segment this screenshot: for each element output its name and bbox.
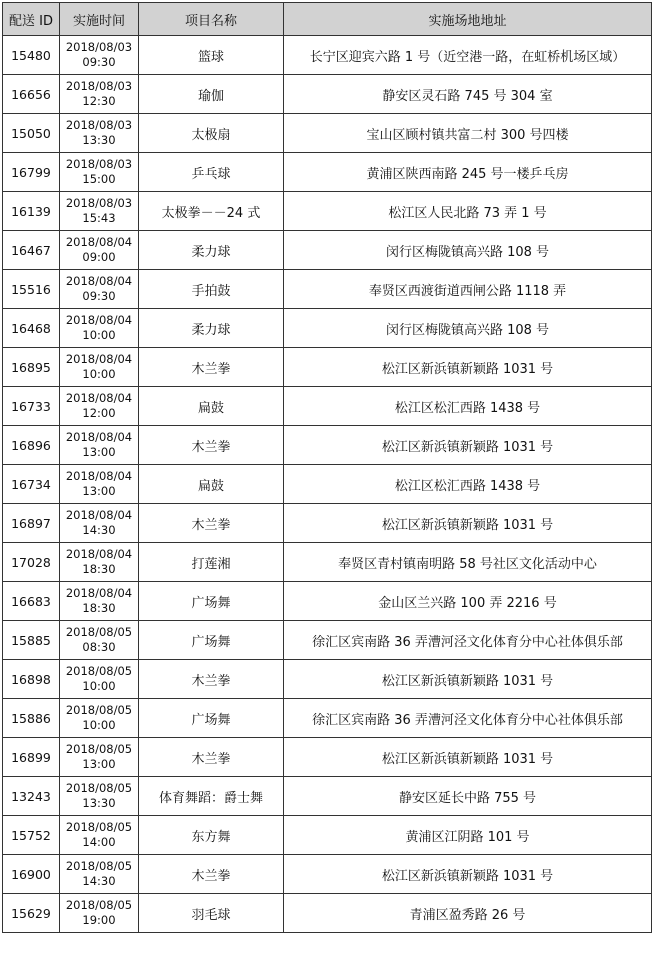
cell-delivery-id: 16656	[3, 75, 60, 114]
cell-delivery-id: 15752	[3, 816, 60, 855]
cell-clock: 09:30	[82, 55, 116, 69]
cell-delivery-id: 15629	[3, 894, 60, 933]
cell-time	[60, 270, 139, 309]
column-header-name: 项目名称	[139, 3, 284, 36]
cell-project-name: 手拍鼓	[139, 270, 284, 309]
cell-project-name: 木兰拳	[139, 660, 284, 699]
cell-date: 2018/08/05	[65, 820, 133, 834]
cell-delivery-id: 16683	[3, 582, 60, 621]
cell-date: 2018/08/04	[65, 430, 133, 444]
table-row	[3, 777, 652, 816]
table-row	[3, 855, 652, 894]
cell-clock: 14:30	[82, 523, 116, 537]
cell-project-name: 打莲湘	[139, 543, 284, 582]
table-row	[3, 426, 652, 465]
cell-date: 2018/08/05	[65, 742, 133, 756]
cell-delivery-id: 16898	[3, 660, 60, 699]
cell-delivery-id: 16799	[3, 153, 60, 192]
cell-date: 2018/08/05	[65, 664, 133, 678]
cell-address: 松江区新浜镇新颖路 1031 号	[284, 504, 652, 543]
cell-clock: 12:30	[82, 94, 116, 108]
cell-address: 徐汇区宾南路 36 弄漕河泾文化体育分中心社体俱乐部	[284, 621, 652, 660]
cell-date: 2018/08/05	[65, 625, 133, 639]
cell-address: 长宁区迎宾六路 1 号（近空港一路，在虹桥机场区域）	[284, 36, 652, 75]
cell-delivery-id: 16467	[3, 231, 60, 270]
cell-date: 2018/08/04	[65, 547, 133, 561]
cell-clock: 14:30	[82, 874, 116, 888]
cell-date: 2018/08/05	[65, 703, 133, 717]
cell-date: 2018/08/04	[65, 235, 133, 249]
column-header-time: 实施时间	[60, 3, 139, 36]
cell-time	[60, 855, 139, 894]
table-row	[3, 543, 652, 582]
cell-clock: 12:00	[82, 406, 116, 420]
cell-time	[60, 153, 139, 192]
table-row	[3, 231, 652, 270]
table-row	[3, 348, 652, 387]
cell-time	[60, 192, 139, 231]
cell-date: 2018/08/03	[65, 196, 133, 210]
cell-project-name: 木兰拳	[139, 426, 284, 465]
cell-time	[60, 894, 139, 933]
cell-address: 金山区兰兴路 100 弄 2216 号	[284, 582, 652, 621]
cell-clock: 13:30	[82, 133, 116, 147]
column-header-address: 实施场地地址	[284, 3, 652, 36]
cell-delivery-id: 17028	[3, 543, 60, 582]
cell-clock: 18:30	[82, 601, 116, 615]
cell-date: 2018/08/03	[65, 157, 133, 171]
table-row	[3, 114, 652, 153]
cell-project-name: 篮球	[139, 36, 284, 75]
cell-time	[60, 777, 139, 816]
cell-time	[60, 114, 139, 153]
cell-date: 2018/08/04	[65, 313, 133, 327]
cell-address: 静安区延长中路 755 号	[284, 777, 652, 816]
cell-time	[60, 348, 139, 387]
cell-delivery-id: 15480	[3, 36, 60, 75]
cell-time	[60, 543, 139, 582]
cell-address: 宝山区顾村镇共富二村 300 号四楼	[284, 114, 652, 153]
table-row	[3, 738, 652, 777]
cell-project-name: 太极扇	[139, 114, 284, 153]
table-row	[3, 465, 652, 504]
cell-address: 黄浦区江阴路 101 号	[284, 816, 652, 855]
cell-delivery-id: 13243	[3, 777, 60, 816]
cell-clock: 08:30	[82, 640, 116, 654]
cell-address: 静安区灵石路 745 号 304 室	[284, 75, 652, 114]
cell-clock: 13:00	[82, 445, 116, 459]
cell-address: 黄浦区陕西南路 245 号一楼乒乓房	[284, 153, 652, 192]
cell-time	[60, 504, 139, 543]
cell-address: 徐汇区宾南路 36 弄漕河泾文化体育分中心社体俱乐部	[284, 699, 652, 738]
schedule-table	[2, 2, 652, 933]
cell-project-name: 瑜伽	[139, 75, 284, 114]
cell-clock: 19:00	[82, 913, 116, 927]
cell-project-name: 羽毛球	[139, 894, 284, 933]
cell-project-name: 广场舞	[139, 699, 284, 738]
table-row	[3, 153, 652, 192]
cell-delivery-id: 16896	[3, 426, 60, 465]
cell-project-name: 广场舞	[139, 621, 284, 660]
cell-address: 松江区新浜镇新颖路 1031 号	[284, 738, 652, 777]
cell-project-name: 木兰拳	[139, 504, 284, 543]
cell-project-name: 广场舞	[139, 582, 284, 621]
cell-delivery-id: 16897	[3, 504, 60, 543]
table-row	[3, 36, 652, 75]
cell-time	[60, 699, 139, 738]
cell-time	[60, 621, 139, 660]
cell-address: 闵行区梅陇镇高兴路 108 号	[284, 309, 652, 348]
cell-delivery-id: 16139	[3, 192, 60, 231]
cell-date: 2018/08/04	[65, 508, 133, 522]
cell-project-name: 木兰拳	[139, 348, 284, 387]
cell-project-name: 柔力球	[139, 309, 284, 348]
cell-time	[60, 582, 139, 621]
cell-date: 2018/08/04	[65, 274, 133, 288]
cell-delivery-id: 15885	[3, 621, 60, 660]
cell-time	[60, 231, 139, 270]
cell-address: 松江区新浜镇新颖路 1031 号	[284, 426, 652, 465]
cell-clock: 14:00	[82, 835, 116, 849]
cell-project-name: 太极拳－－24 式	[139, 192, 284, 231]
table-row	[3, 699, 652, 738]
cell-time	[60, 36, 139, 75]
table-row	[3, 816, 652, 855]
table-row	[3, 582, 652, 621]
table-row	[3, 660, 652, 699]
table-row	[3, 270, 652, 309]
cell-clock: 10:00	[82, 367, 116, 381]
cell-time	[60, 387, 139, 426]
cell-date: 2018/08/03	[65, 79, 133, 93]
cell-address: 奉贤区西渡街道西闸公路 1118 弄	[284, 270, 652, 309]
cell-date: 2018/08/03	[65, 40, 133, 54]
cell-project-name: 扁鼓	[139, 387, 284, 426]
cell-clock: 10:00	[82, 679, 116, 693]
cell-address: 松江区松汇西路 1438 号	[284, 465, 652, 504]
table-header-row	[3, 3, 652, 36]
cell-delivery-id: 15886	[3, 699, 60, 738]
column-header-id: 配送 ID	[3, 3, 60, 36]
table-body	[3, 36, 652, 933]
cell-clock: 18:30	[82, 562, 116, 576]
table-row	[3, 75, 652, 114]
cell-date: 2018/08/04	[65, 469, 133, 483]
cell-delivery-id: 16900	[3, 855, 60, 894]
cell-delivery-id: 15050	[3, 114, 60, 153]
cell-date: 2018/08/04	[65, 391, 133, 405]
cell-address: 松江区松汇西路 1438 号	[284, 387, 652, 426]
cell-delivery-id: 16895	[3, 348, 60, 387]
cell-address: 松江区新浜镇新颖路 1031 号	[284, 660, 652, 699]
cell-address: 闵行区梅陇镇高兴路 108 号	[284, 231, 652, 270]
cell-address: 奉贤区青村镇南明路 58 号社区文化活动中心	[284, 543, 652, 582]
cell-date: 2018/08/05	[65, 898, 133, 912]
cell-project-name: 东方舞	[139, 816, 284, 855]
cell-clock: 15:00	[82, 172, 116, 186]
cell-address: 松江区新浜镇新颖路 1031 号	[284, 855, 652, 894]
cell-time	[60, 75, 139, 114]
cell-address: 松江区人民北路 73 弄 1 号	[284, 192, 652, 231]
cell-time	[60, 309, 139, 348]
table-row	[3, 192, 652, 231]
table-row	[3, 387, 652, 426]
cell-delivery-id: 16733	[3, 387, 60, 426]
cell-clock: 09:30	[82, 289, 116, 303]
cell-time	[60, 465, 139, 504]
cell-delivery-id: 16468	[3, 309, 60, 348]
cell-project-name: 木兰拳	[139, 738, 284, 777]
cell-clock: 13:30	[82, 796, 116, 810]
table-row	[3, 621, 652, 660]
cell-clock: 09:00	[82, 250, 116, 264]
cell-clock: 10:00	[82, 718, 116, 732]
cell-project-name: 体育舞蹈：爵士舞	[139, 777, 284, 816]
cell-time	[60, 660, 139, 699]
table-row	[3, 504, 652, 543]
cell-time	[60, 738, 139, 777]
cell-clock: 13:00	[82, 757, 116, 771]
cell-delivery-id: 15516	[3, 270, 60, 309]
cell-project-name: 木兰拳	[139, 855, 284, 894]
cell-date: 2018/08/05	[65, 859, 133, 873]
cell-date: 2018/08/04	[65, 586, 133, 600]
cell-time	[60, 426, 139, 465]
cell-delivery-id: 16734	[3, 465, 60, 504]
cell-delivery-id: 16899	[3, 738, 60, 777]
table-row	[3, 894, 652, 933]
cell-project-name: 乒乓球	[139, 153, 284, 192]
cell-clock: 10:00	[82, 328, 116, 342]
cell-date: 2018/08/03	[65, 118, 133, 132]
cell-project-name: 柔力球	[139, 231, 284, 270]
cell-time	[60, 816, 139, 855]
table-row	[3, 309, 652, 348]
cell-project-name: 扁鼓	[139, 465, 284, 504]
cell-address: 松江区新浜镇新颖路 1031 号	[284, 348, 652, 387]
cell-date: 2018/08/05	[65, 781, 133, 795]
cell-address: 青浦区盈秀路 26 号	[284, 894, 652, 933]
cell-clock: 13:00	[82, 484, 116, 498]
cell-clock: 15:43	[82, 211, 116, 225]
cell-date: 2018/08/04	[65, 352, 133, 366]
